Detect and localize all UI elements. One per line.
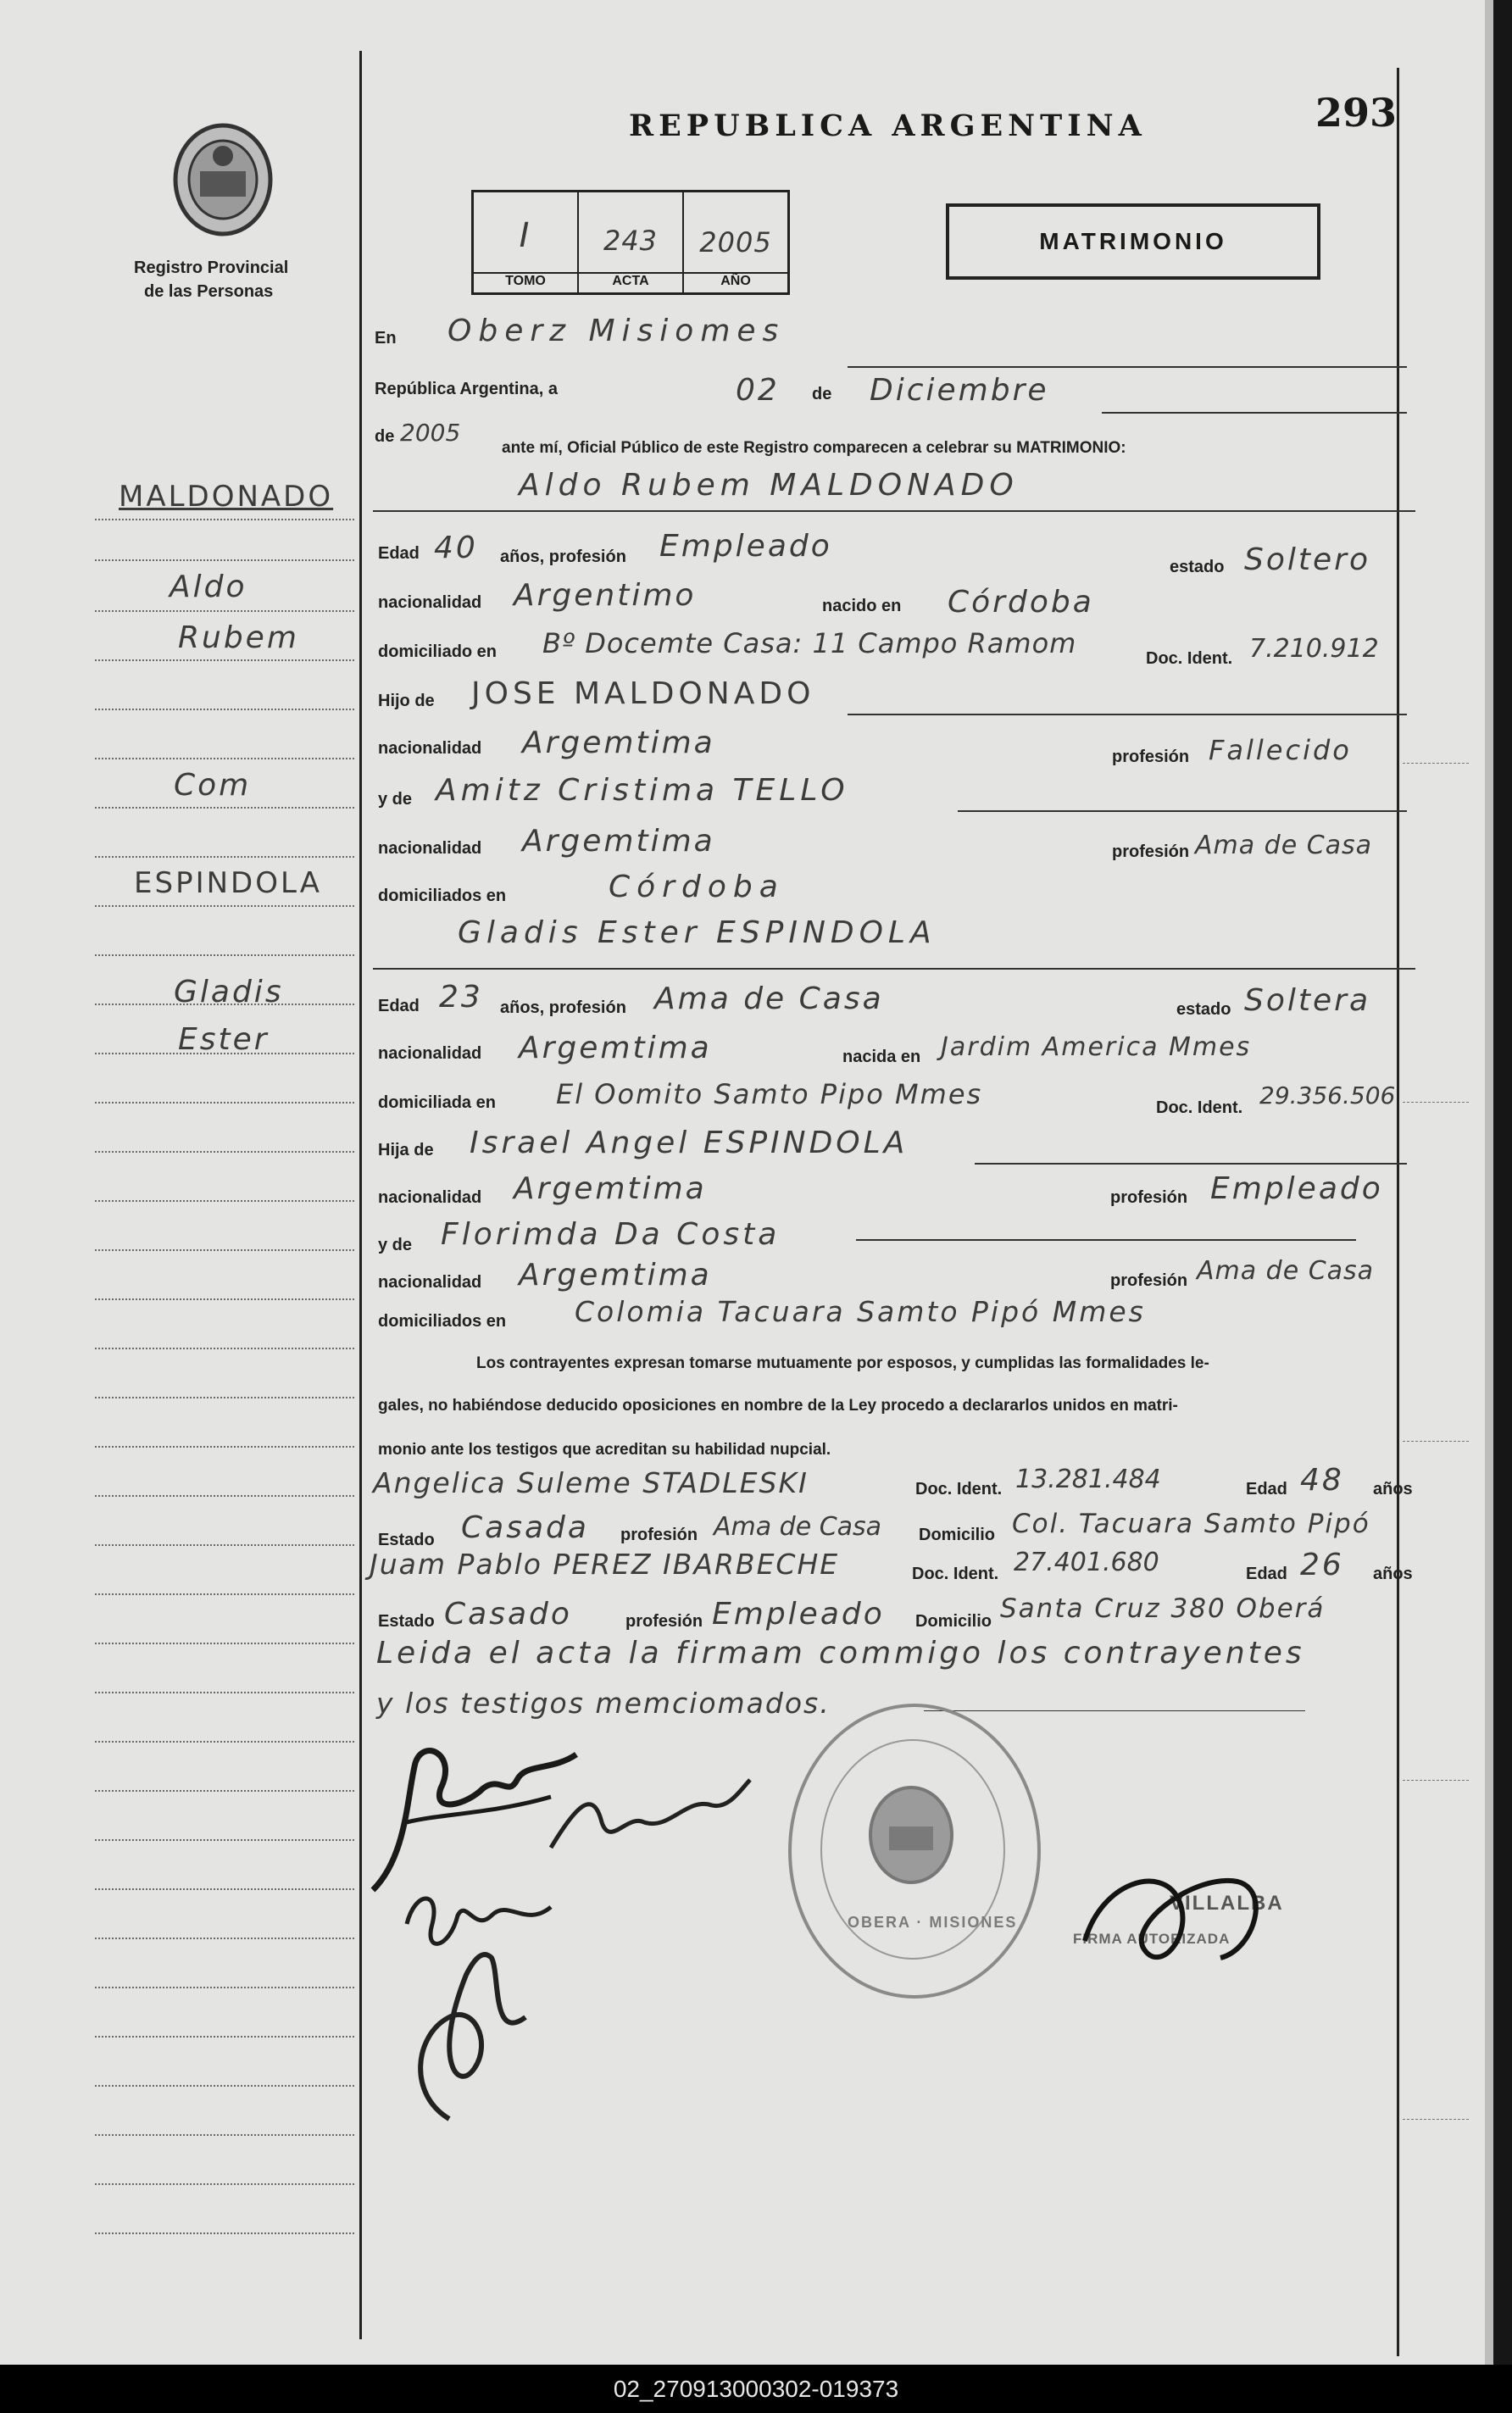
field-line (373, 968, 1415, 970)
witness1-edad-label: Edad (1246, 1480, 1287, 1498)
groom-yde-label: y de (378, 790, 413, 809)
margin-dotted-line (95, 2232, 354, 2234)
field-line (958, 810, 1407, 812)
witness2-prof: Empleado (712, 1597, 885, 1632)
margin-dotted-line (95, 1200, 354, 1202)
groom-mother-nat-label: nacionalidad (378, 839, 482, 858)
tomo-label: TOMO (474, 272, 577, 289)
bride-doms-label: domiciliados en (378, 1312, 507, 1331)
margin-dotted-line (95, 610, 354, 612)
groom-hijo-label: Hijo de (378, 692, 435, 710)
en-label: En (375, 329, 397, 347)
groom-profession: Empleado (659, 529, 832, 564)
republica-label: República Argentina, a (375, 380, 558, 398)
ledger-line (1403, 2119, 1469, 2120)
witness1-prof-label: profesión (620, 1526, 698, 1544)
groom-father-nat: Argemtima (522, 726, 715, 760)
groom-parents-address: Córdoba (609, 870, 785, 904)
scan-caption: 02_270913000302-019373 (0, 2365, 1512, 2413)
bride-estado-label: estado (1176, 1000, 1231, 1019)
field-line (848, 366, 1407, 368)
witness2-age: 26 (1300, 1548, 1344, 1582)
bride-mother-prof-label: profesión (1110, 1271, 1188, 1290)
bride-yde-label: y de (378, 1236, 413, 1254)
bride-mother-nat-label: nacionalidad (378, 1273, 482, 1292)
acta-cell (579, 192, 684, 292)
groom-nac-label: nacionalidad (378, 593, 482, 612)
bride-father-prof: Empleado (1210, 1171, 1383, 1206)
bride-nationality: Argemtima (519, 1031, 712, 1065)
groom-mother-prof: Ama de Casa (1195, 831, 1373, 860)
officer-stamp-title: FIRMA AUTORIZADA (1073, 1931, 1231, 1947)
de-label: de (812, 385, 832, 403)
seal-emblem-icon (860, 1780, 962, 1890)
right-margin-rule (1397, 68, 1399, 2356)
groom-address: Bº Docemte Casa: 11 Campo Ramom (542, 627, 1077, 659)
closing-line1: Leida el acta la firmam commigo los contrayentes (376, 1636, 1305, 1671)
record-id-box (471, 190, 790, 295)
witness1-status: Casada (461, 1510, 589, 1545)
groom-dom-label: domiciliado en (378, 642, 498, 661)
signature-officer-icon (1068, 1831, 1288, 1992)
groom-father-prof: Fallecido (1209, 734, 1352, 766)
field-line (373, 510, 1415, 512)
bride-address: El Oomito Samto Pipo Mmes (556, 1078, 983, 1110)
margin-dotted-line (95, 659, 354, 661)
field-line (1102, 412, 1407, 414)
margin-dotted-line (95, 1643, 354, 1644)
signature-second-witness-icon (398, 1941, 542, 2136)
tomo-value: I (519, 216, 532, 255)
margin-dotted-line (95, 1495, 354, 1497)
bride-mother-prof: Ama de Casa (1197, 1256, 1375, 1286)
margin-dotted-line (95, 2036, 354, 2038)
margin-dotted-line (95, 2183, 354, 2185)
groom-civil-status: Soltero (1244, 542, 1370, 577)
witness2-prof-label: profesión (625, 1612, 703, 1631)
witness1-prof: Ama de Casa (714, 1512, 882, 1542)
groom-edad-label: Edad (378, 544, 420, 563)
place-value: Oberz Misiomes (447, 314, 786, 348)
intro-statement: ante mí, Oficial Público de este Registro comparecen a celebrar su MATRIMONIO: (502, 439, 1126, 457)
witness2-address: Santa Cruz 380 Oberá (1000, 1593, 1326, 1624)
country-title: REPUBLICA ARGENTINA (629, 108, 1147, 143)
margin-groom-name2: Rubem (178, 620, 299, 655)
bride-father-prof-label: profesión (1110, 1188, 1188, 1207)
field-line (924, 1710, 1305, 1711)
margin-bride-name1: Gladis (174, 975, 284, 1009)
margin-dotted-line (95, 1151, 354, 1153)
witness2-edad-label: Edad (1246, 1565, 1287, 1583)
ledger-line (1403, 1102, 1469, 1103)
groom-fullname: Aldo Rubem MALDONADO (519, 468, 1019, 503)
groom-nationality: Argentimo (514, 578, 697, 613)
registry-name-line1: Registro Provincial (134, 259, 289, 277)
witness1-dom-label: Domicilio (919, 1526, 996, 1544)
groom-birthplace: Córdoba (948, 585, 1094, 620)
acta-label: ACTA (579, 272, 682, 289)
bride-nacida-label: nacida en (842, 1048, 921, 1066)
bride-father: Israel Angel ESPINDOLA (470, 1126, 909, 1160)
margin-bride-surname: ESPINDOLA (134, 866, 322, 900)
margin-dotted-line (95, 559, 354, 561)
margin-dotted-line (95, 1888, 354, 1890)
declaration-line2: gales, no habiéndose deducido oposiciones en nombre de la Ley procedo a declararlos unidos en matri- (378, 1397, 1178, 1415)
page-number: 293 (1315, 90, 1398, 136)
ledger-line (1403, 1780, 1469, 1781)
groom-father: JOSE MALDONADO (471, 676, 815, 711)
margin-dotted-line (95, 1102, 354, 1104)
bride-hija-label: Hija de (378, 1141, 434, 1159)
witness1-anos-label: años (1373, 1480, 1413, 1498)
margin-dotted-line (95, 1593, 354, 1595)
groom-doc-label: Doc. Ident. (1146, 649, 1233, 668)
record-type-box (946, 203, 1320, 280)
signature-witness-icon (542, 1771, 754, 1865)
bride-father-nat-label: nacionalidad (378, 1188, 482, 1207)
margin-dotted-line (95, 1741, 354, 1743)
bride-mother: Florimda Da Costa (441, 1217, 781, 1252)
groom-doms-label: domiciliados en (378, 887, 507, 905)
ano-value: 2005 (699, 226, 772, 259)
bride-edad-label: Edad (378, 997, 420, 1015)
groom-nacido-label: nacido en (822, 597, 902, 615)
margin-dotted-line (95, 1298, 354, 1300)
margin-dotted-line (95, 1544, 354, 1546)
record-type: MATRIMONIO (1039, 228, 1227, 254)
month-value: Diciembre (870, 373, 1049, 408)
margin-dotted-line (95, 905, 354, 907)
margin-dotted-line (95, 807, 354, 809)
bride-profession: Ama de Casa (654, 981, 884, 1016)
groom-mother-nat: Argemtima (522, 824, 715, 859)
groom-father-prof-label: profesión (1112, 748, 1190, 766)
bride-anos-prof-label: años, profesión (500, 998, 626, 1017)
bride-age: 23 (439, 980, 483, 1015)
bride-birthplace: Jardim America Mmes (941, 1032, 1252, 1062)
tomo-cell (474, 192, 579, 292)
declaration-line3: monio ante los testigos que acreditan su habilidad nupcial. (378, 1441, 831, 1459)
witness2-name: Juam Pablo PEREZ IBARBECHE (370, 1548, 840, 1581)
groom-anos-prof-label: años, profesión (500, 548, 626, 566)
witness2-estado-label: Estado (378, 1612, 435, 1631)
year-value: 2005 (400, 419, 461, 447)
margin-dotted-line (95, 2134, 354, 2136)
margin-dotted-line (95, 1692, 354, 1693)
bride-nac-label: nacionalidad (378, 1044, 482, 1063)
witness1-name: Angelica Suleme STADLESKI (373, 1466, 809, 1499)
margin-dotted-line (95, 954, 354, 956)
groom-doc: 7.210.912 (1249, 634, 1379, 664)
day-value: 02 (736, 373, 780, 408)
bride-doc-label: Doc. Ident. (1156, 1098, 1243, 1117)
margin-dotted-line (95, 1938, 354, 1939)
witness1-age: 48 (1300, 1463, 1344, 1498)
ano-cell (684, 192, 787, 292)
groom-estado-label: estado (1170, 558, 1225, 576)
witness2-status: Casado (444, 1597, 572, 1632)
year-prefix-label: de (375, 427, 395, 446)
witness2-dom-label: Domicilio (915, 1612, 992, 1631)
groom-age: 40 (434, 531, 478, 565)
margin-dotted-line (95, 519, 354, 520)
bride-civil-status: Soltera (1244, 983, 1371, 1018)
seal-text: OBERA · MISIONES (848, 1914, 1018, 1931)
ledger-line (1403, 763, 1469, 764)
margin-dotted-line (95, 1790, 354, 1792)
groom-father-nat-label: nacionalidad (378, 739, 482, 758)
witness1-doc: 13.281.484 (1015, 1465, 1161, 1494)
bride-fullname: Gladis Ester ESPINDOLA (458, 915, 937, 950)
left-margin-rule (359, 51, 362, 2339)
margin-bride-name2: Ester (178, 1022, 270, 1057)
registry-emblem-icon (168, 120, 278, 239)
margin-dotted-line (95, 1249, 354, 1251)
bride-doc: 29.356.506 (1259, 1081, 1396, 1109)
margin-dotted-line (95, 856, 354, 858)
closing-line2: y los testigos memciomados. (376, 1687, 831, 1720)
ano-label: AÑO (684, 272, 787, 289)
margin-dotted-line (95, 1987, 354, 1988)
margin-dotted-line (95, 709, 354, 710)
witness1-estado-label: Estado (378, 1531, 435, 1549)
declaration-line1: Los contrayentes expresan tomarse mutuamente por esposos, y cumplidas las formalidades le- (476, 1354, 1209, 1372)
witness1-doc-label: Doc. Ident. (915, 1480, 1003, 1498)
field-line (848, 714, 1407, 715)
margin-dotted-line (95, 1348, 354, 1349)
field-line (975, 1163, 1407, 1165)
ledger-line (1403, 1441, 1469, 1442)
acta-value: 243 (603, 225, 659, 257)
witness2-anos-label: años (1373, 1565, 1413, 1583)
groom-mother-prof-label: profesión (1112, 842, 1190, 861)
margin-dotted-line (95, 2085, 354, 2087)
witness1-address: Col. Tacuara Samto Pipó (1012, 1509, 1370, 1539)
margin-dotted-line (95, 758, 354, 759)
margin-groom-surname: MALDONADO (119, 480, 334, 514)
witness2-doc-label: Doc. Ident. (912, 1565, 999, 1583)
margin-dotted-line (95, 1446, 354, 1448)
bride-mother-nat: Argemtima (519, 1258, 712, 1293)
bride-dom-label: domiciliada en (378, 1093, 496, 1112)
witness2-doc: 27.401.680 (1014, 1548, 1159, 1577)
bride-parents-address: Colomia Tacuara Samto Pipó Mmes (575, 1295, 1146, 1328)
margin-dotted-line (95, 1397, 354, 1398)
field-line (856, 1239, 1356, 1241)
registry-name-line2: de las Personas (144, 282, 274, 301)
bride-father-nat: Argemtima (514, 1171, 707, 1206)
officer-stamp-name: VILLALBA (1170, 1892, 1284, 1915)
margin-groom-name1: Aldo (170, 570, 247, 604)
margin-connector: Com (174, 768, 252, 803)
groom-mother: Amitz Cristima TELLO (436, 773, 849, 808)
margin-dotted-line (95, 1839, 354, 1841)
